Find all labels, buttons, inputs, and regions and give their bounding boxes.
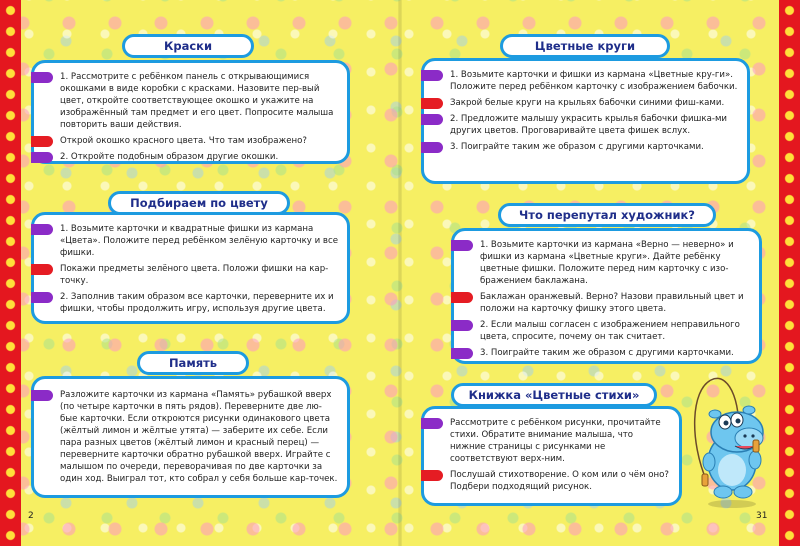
purple-marker-icon <box>421 418 443 429</box>
purple-marker-icon <box>451 320 473 331</box>
hudozhnik-item-4: 3. Поиграйте таким же образом с другими карточками. <box>454 347 759 359</box>
kraski-item-3: 2. Откройте подобным образом другие окошки. <box>34 151 347 163</box>
purple-marker-icon <box>421 70 443 81</box>
red-marker-icon <box>451 292 473 303</box>
krugi-item-3: 2. Предложите малышу украсить крылья бабочки фишка-ми других цветов. Проговаривайте цвета фишек вслух. <box>424 113 747 137</box>
podbiraem-card <box>31 212 350 324</box>
hippo-mascot-icon <box>685 370 775 510</box>
kraski-card <box>31 60 350 164</box>
knizhka-item-2: Послушай стихотворение. О ком или о чём оно? Подбери подходящий рисунок. <box>424 469 679 493</box>
purple-marker-icon <box>31 72 53 83</box>
purple-marker-icon <box>451 240 473 251</box>
purple-marker-icon <box>421 114 443 125</box>
purple-marker-icon <box>31 224 53 235</box>
hudozhnik-item-3: 2. Если малыш согласен с изображением неправильного цвета, спросите, почему он так считает. <box>454 319 759 343</box>
knizhka-item-1: Рассмотрите с ребёнком рисунки, прочитайте стихи. Обратите внимание малыша, что нижние страницы с рисунками не соответствуют верх-ним. <box>424 417 679 465</box>
pamyat-item-1: Разложите карточки из кармана «Память» рубашкой вверх (по четыре карточки в пять рядов). Переверните две лю-бые карточки. Если откроются рисунки одинакового цвета (жёлтый лимон и жёлтые утята) — заберите их себе. Если пара разных цветов (жёлтый лимон и красный перец) — переверните карточки обратно рубашкой вверх. Играйте с малышом по очереди, переворачивая по две карточки за один ход. Выиграл тот, кто собрал у себя больше кар-точек. <box>34 389 347 485</box>
kraski-item-2: Открой окошко красного цвета. Что там изображено? <box>34 135 347 147</box>
podbiraem-title: Подбираем по цвету <box>108 191 290 215</box>
hudozhnik-item-1: 1. Возьмите карточки из кармана «Верно — неверно» и фишки из кармана «Цветные круги». Дайте ребёнку цветные фишки. Положите перед ним карточку с изо-бражением баклажана. <box>454 239 759 287</box>
page-number-left: 2 <box>28 511 34 521</box>
purple-marker-icon <box>31 292 53 303</box>
page-number-right: 31 <box>756 511 768 521</box>
kraski-title: Краски <box>122 34 254 58</box>
kraski-item-1: 1. Рассмотрите с ребёнком панель с открывающимися окошками в виде коробки с красками. Назовите пер-вый цвет, откройте соответствующее окошко и укажите на изображённый там предмет и его цвет. Попросите малыша повторить ваши действия. <box>34 71 347 131</box>
krugi-item-4: 3. Поиграйте таким же образом с другими карточками. <box>424 141 747 153</box>
pamyat-card <box>31 376 350 498</box>
red-marker-icon <box>31 136 53 147</box>
red-marker-icon <box>31 264 53 275</box>
hudozhnik-item-2: Баклажан оранжевый. Верно? Назови правильный цвет и положи на карточку фишку этого цвета. <box>454 291 759 315</box>
red-marker-icon <box>421 470 443 481</box>
book-spine <box>398 0 402 546</box>
krugi-card <box>421 58 750 184</box>
right-page-border <box>779 0 800 546</box>
krugi-item-1: 1. Возьмите карточки и фишки из кармана «Цветные кру-ги». Положите перед ребёнком карточку с изображением бабочки. <box>424 69 747 93</box>
purple-marker-icon <box>451 348 473 359</box>
hudozhnik-card <box>451 228 762 364</box>
left-page-border <box>0 0 21 546</box>
podbiraem-item-3: 2. Заполнив таким образом все карточки, переверните их и фишки, чтобы продолжить игру, используя другие цвета. <box>34 291 347 315</box>
hudozhnik-title: Что перепутал художник? <box>498 203 716 227</box>
pamyat-title: Память <box>137 351 249 375</box>
knizhka-title: Книжка «Цветные стихи» <box>451 383 657 407</box>
purple-marker-icon <box>31 390 53 401</box>
red-marker-icon <box>421 98 443 109</box>
purple-marker-icon <box>421 142 443 153</box>
podbiraem-item-1: 1. Возьмите карточки и квадратные фишки из кармана «Цвета». Положите перед ребёнком зелёную карточку и все фишки. <box>34 223 347 259</box>
purple-marker-icon <box>31 152 53 163</box>
krugi-title: Цветные круги <box>500 34 670 58</box>
podbiraem-item-2: Покажи предметы зелёного цвета. Положи фишки на кар-точку. <box>34 263 347 287</box>
knizhka-card <box>421 406 682 506</box>
krugi-item-2: Закрой белые круги на крыльях бабочки синими фиш-ками. <box>424 97 747 109</box>
